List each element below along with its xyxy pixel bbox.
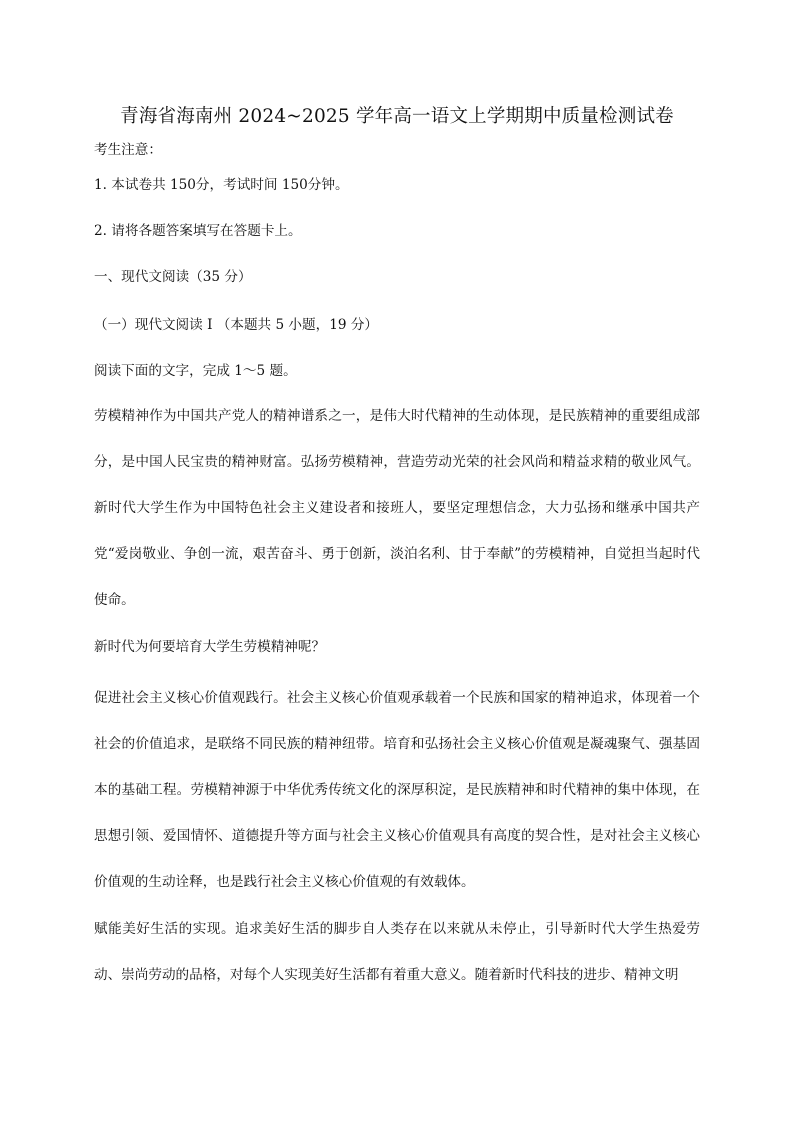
subsection-title: （一）现代文阅读 I （本题共 5 小题，19 分） xyxy=(94,317,379,333)
paragraph-1: 劳模精神作为中国共产党人的精神谱系之一，是伟大时代精神的生动体现，是民族精神的重要组成部分，是中国人民宝贵的精神财富。弘扬劳模精神，营造劳动光荣的社会风尚和精益求精的敬业风气。新时代大学生作为中国特色社会主义建设者和接班人，要坚定理想信念，大力弘扬和继承中国共产党“爱岗敬业、争创一流，艰苦奋斗、勇于创新，淡泊名利、甘于奉献”的劳模精神，自觉担当起时代使命。 xyxy=(94,408,700,608)
paragraph-2: 新时代为何要培育大学生劳模精神呢？ xyxy=(94,639,326,655)
notice-item-2: 2. 请将各题答案填写在答题卡上。 xyxy=(94,223,302,239)
paragraph-4: 赋能美好生活的实现。追求美好生活的脚步自人类存在以来就从未停止，引导新时代大学生热爱劳动、崇尚劳动的品格，对每个人实现美好生活都有着重大意义。随着新时代科技的进步、精神文明 xyxy=(94,921,700,983)
reading-instruction: 阅读下面的文字，完成 1～5 题。 xyxy=(94,363,297,379)
notice-heading: 考生注意： xyxy=(94,142,162,158)
section-title: 一、现代文阅读（35 分） xyxy=(94,269,252,285)
notice-item-1: 1. 本试卷共 150分，考试时间 150分钟。 xyxy=(94,177,349,193)
paragraph-3: 促进社会主义核心价值观践行。社会主义核心价值观承载着一个民族和国家的精神追求，体现着一个社会的价值追求，是联络不同民族的精神纽带。培育和弘扬社会主义核心价值观是凝魂聚气、强基固本的基础工程。劳模精神源于中华优秀传统文化的深厚积淀，是民族精神和时代精神的集中体现，在思想引领、爱国情怀、道德提升等方面与社会主义核心价值观具有高度的契合性，是对社会主义核心价值观的生动诠释，也是践行社会主义核心价值观的有效载体。 xyxy=(94,690,700,890)
exam-title: 青海省海南州 2024~2025 学年高一语文上学期期中质量检测试卷 xyxy=(120,106,674,127)
